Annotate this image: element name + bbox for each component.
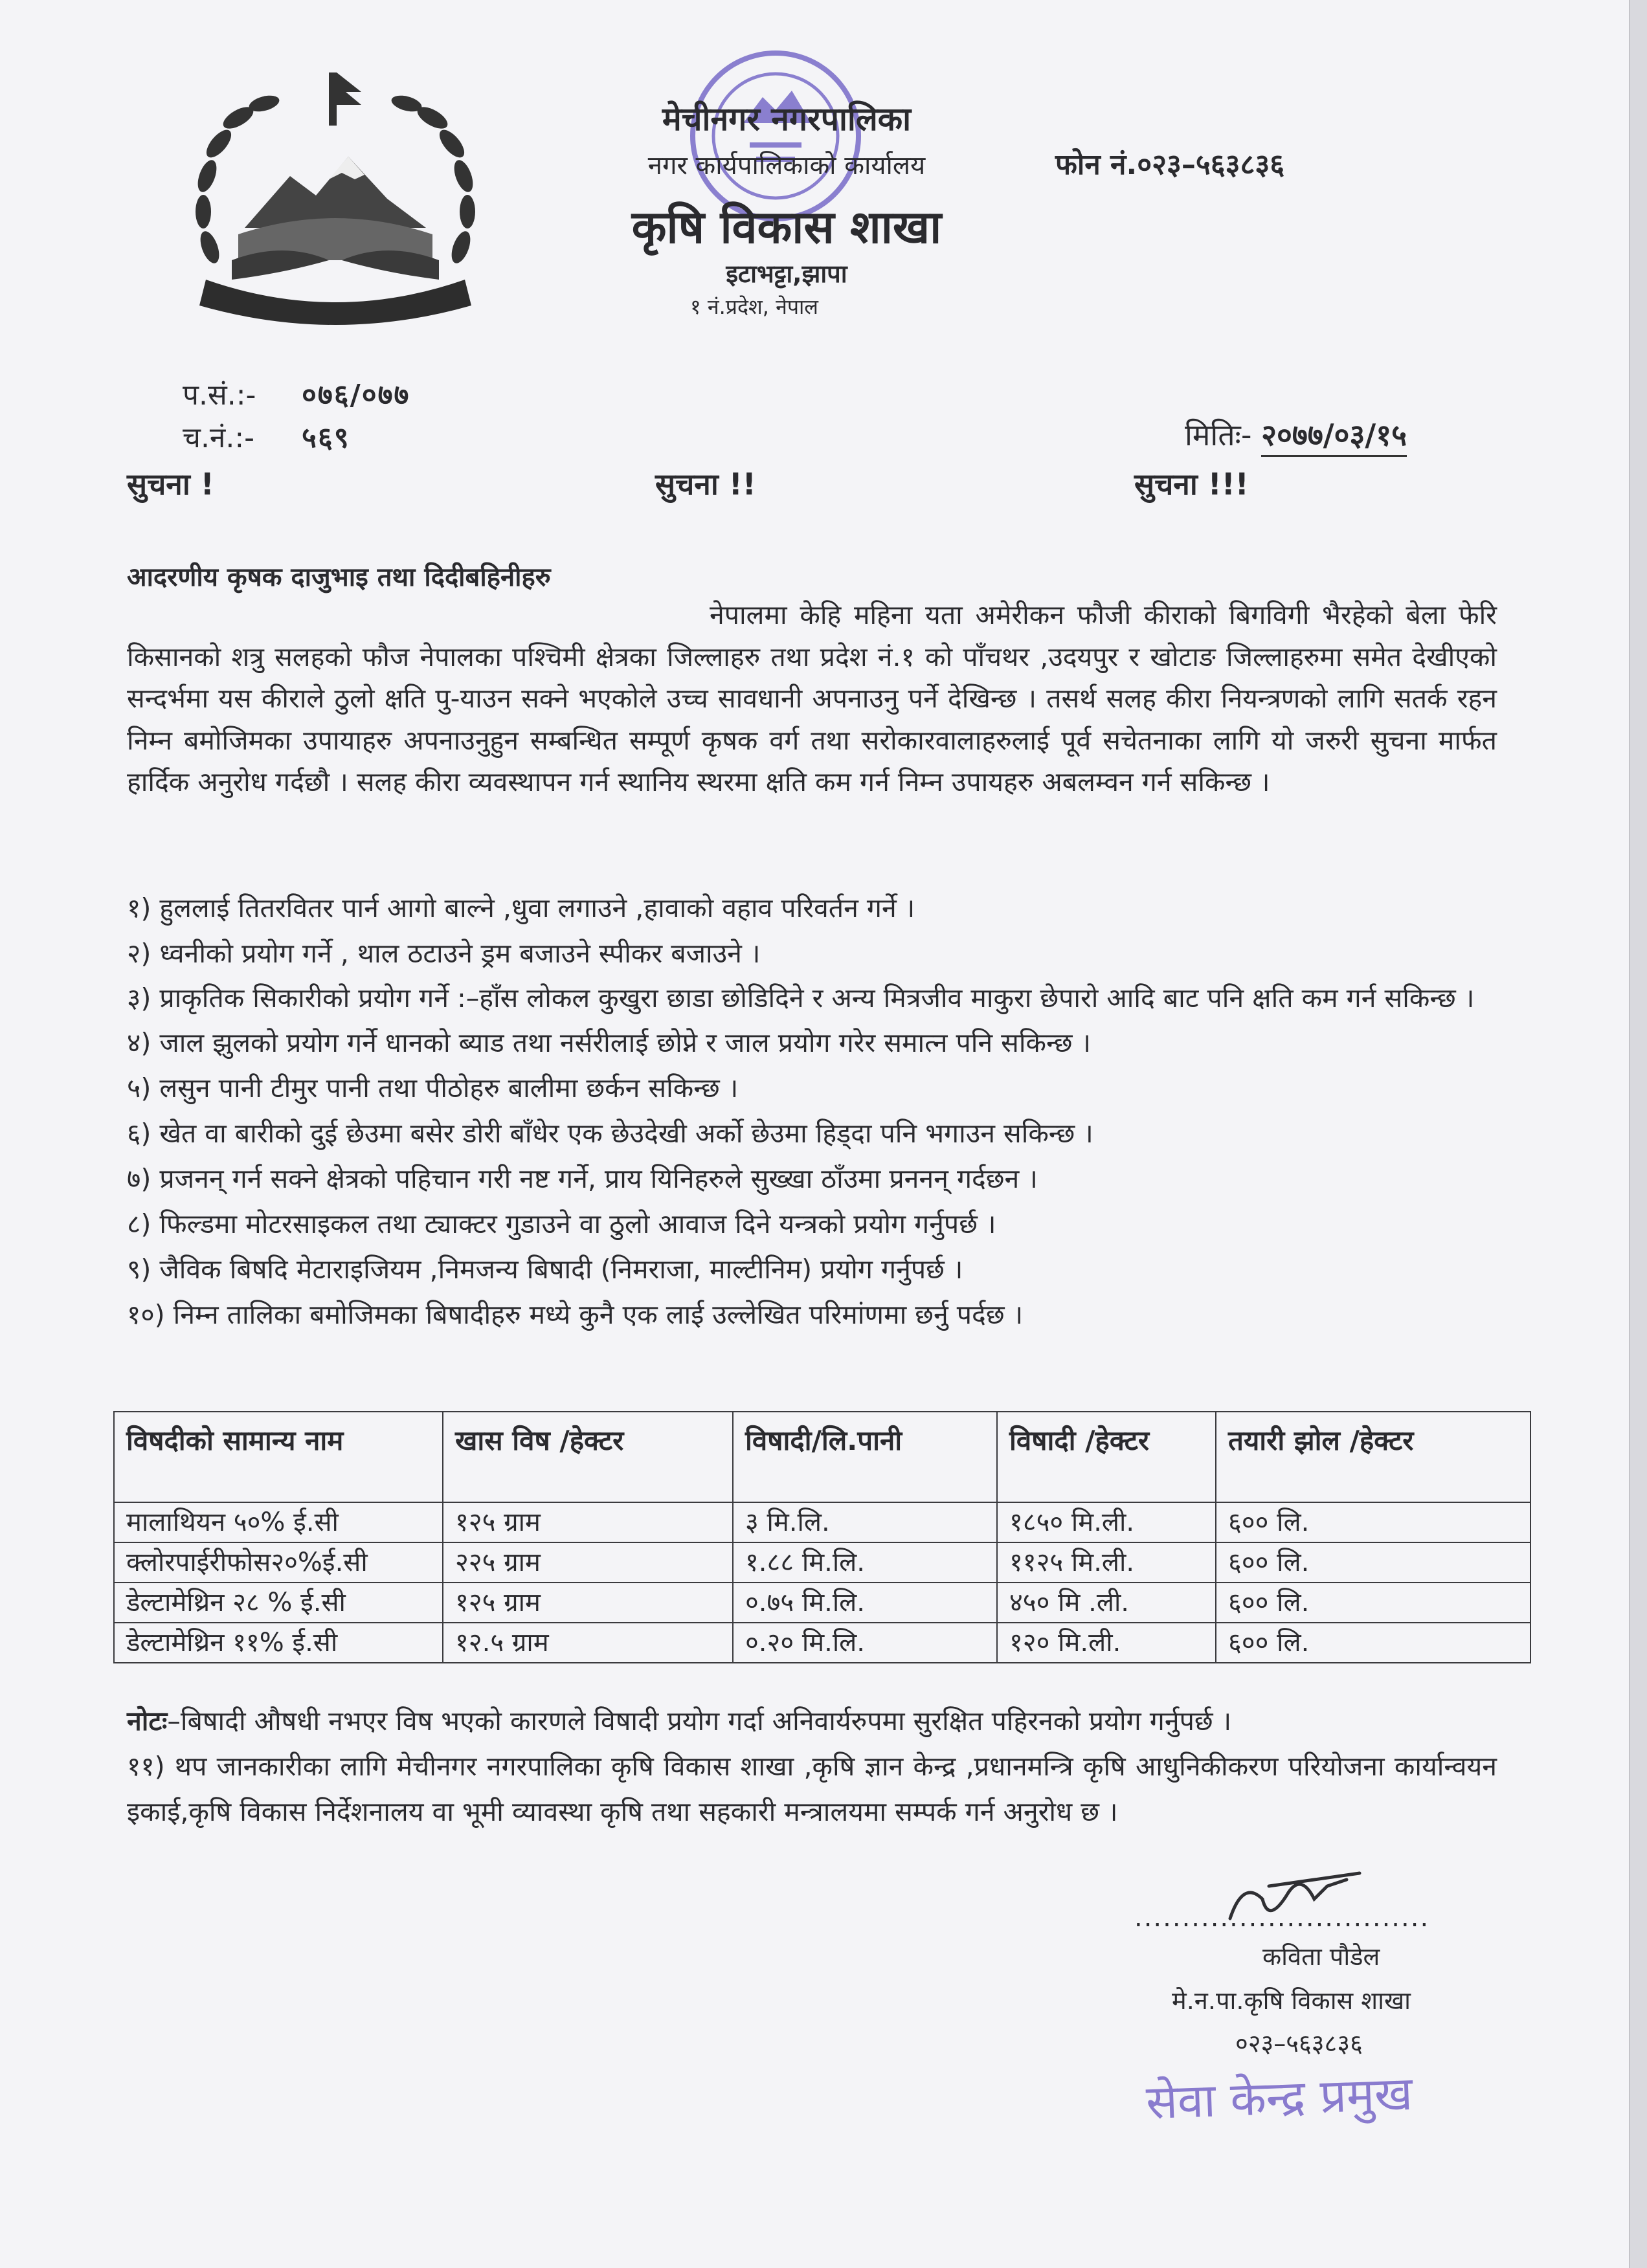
list-item: ६) खेत वा बारीको दुई छेउमा बसेर डोरी बाँधेर एक छेउदेखी अर्को छेउमा हिड्दा पनि भगाउन सकिन्छ ।	[127, 1118, 1093, 1149]
table-cell: डेल्टामेथ्रिन २८ % ई.सी	[114, 1583, 443, 1623]
note-section	[127, 1698, 1497, 1834]
dispatch-number-value: ५६९	[302, 421, 350, 454]
column-header: तयारी झोल /हेक्टर	[1216, 1412, 1530, 1502]
table-cell: ०.२० मि.लि.	[733, 1623, 997, 1663]
table-cell: ६०० लि.	[1216, 1583, 1530, 1623]
pesticide-table	[113, 1411, 1531, 1663]
branch-name: कृषि विकास शाखा	[631, 201, 942, 254]
table-row	[114, 1623, 1530, 1663]
list-item: ९) जैविक बिषदि मेटाराइजियम ,निमजन्य बिषादी (निमराजा, माल्टीनिम) प्रयोग गर्नुपर्छ ।	[127, 1254, 963, 1285]
dispatch-number-label: च.नं.:-	[183, 421, 255, 454]
office-name: नगर कार्यपालिकाको कार्यालय	[647, 151, 926, 181]
note-text: –बिषादी औषधी नभएर विष भएको कारणले विषादी प्रयोग गर्दा अनिवार्यरुपमा सुरक्षित पहिरनको प्रयोग गर्नुपर्छ ।	[167, 1706, 1232, 1737]
list-item: १) हुललाई तितरवितर पार्न आगो बाल्ने ,धुवा लगाउने ,हावाको वहाव परिवर्तन गर्ने ।	[127, 893, 915, 924]
notice-heading-2: सुचना !!	[655, 467, 756, 502]
ref-number-label: प.सं.:-	[183, 379, 256, 412]
table-cell: क्लोरपाईरीफोस२०%ई.सी	[114, 1542, 443, 1583]
measures-list	[127, 885, 1512, 1337]
list-item: ८) फिल्डमा मोटरसाइकल तथा ट्याक्टर गुडाउने वा ठुलो आवाज दिने यन्त्रको प्रयोग गर्नुपर्छ ।	[127, 1208, 996, 1240]
table-cell: डेल्टामेथ्रिन ११% ई.सी	[114, 1623, 443, 1663]
notice-heading-1: सुचना !	[127, 467, 214, 502]
table-cell: ६०० लि.	[1216, 1502, 1530, 1542]
nepal-emblem-icon	[167, 66, 504, 338]
list-item: ३) प्राकृतिक सिकारीको प्रयोग गर्ने :–हाँस लोकल कुखुरा छाडा छोडिदिने र अन्य मित्रजीव माकुरा छेपारो आदि बाट पनि क्षति कम गर्न सकिन्छ ।	[127, 983, 1475, 1014]
table-cell: मालाथियन ५०% ई.सी	[114, 1502, 443, 1542]
list-item: ५) लसुन पानी टीमुर पानी तथा पीठोहरु बालीमा छर्कन सकिन्छ ।	[127, 1073, 739, 1104]
table-row	[114, 1583, 1530, 1623]
designation-stamp: सेवा केन्द्र प्रमुख	[1145, 2065, 1414, 2130]
table-cell: १२० मि.ली.	[997, 1623, 1216, 1663]
organization-name: मेचीनगर नगरपालिका	[662, 100, 912, 138]
list-item: १०) निम्न तालिका बमोजिमका बिषादीहरु मध्ये कुनै एक लाई उल्लेखित परिमांणमा छर्नु पर्दछ ।	[127, 1299, 1024, 1330]
table-cell: २२५ ग्राम	[443, 1542, 733, 1583]
column-header: विषादी /हेक्टर	[997, 1412, 1216, 1502]
table-cell: १.८८ मि.लि.	[733, 1542, 997, 1583]
table-cell: ३ मि.लि.	[733, 1502, 997, 1542]
office-phone: फोन नं.०२३–५६३८३६	[1055, 148, 1285, 181]
body-paragraph: नेपालमा केहि महिना यता अमेरीकन फौजी कीराको बिगविगी भैरहेको बेला फेरि किसानको शत्रु सलहको फौज नेपालका पश्चिमी क्षेत्रका जिल्लाहरु तथा प्रदेश नं.१ को पाँचथर ,उदयपुर र खोटाङ जिल्लाहरुमा समेत देखीएको सन्दर्भमा यस कीराले ठुलो क्षति पु-याउन सक्ने भएकोले उच्च सावधानी अपनाउनु पर्ने देखिन्छ । तसर्थ सलह कीरा नियन्त्रणको लागि सतर्क रहन निम्न बमोजिमका उपायाहरु अपनाउनुहुन सम्बन्धित सम्पूर्ण कृषक वर्ग तथा सरोकारवालाहरुलाई पूर्व सचेतनाका लागि यो जरुरी सुचना मार्फत हार्दिक अनुरोध गर्दछौ । सलह कीरा व्यवस्थापन गर्न स्थानिय स्थरमा क्षति कम गर्न निम्न उपायहरु अबलम्वन गर्न सकिन्छ ।	[127, 599, 1497, 797]
table-cell: ४५० मि .ली.	[997, 1583, 1216, 1623]
contact-item: ११) थप जानकारीका लागि मेचीनगर नगरपालिका कृषि विकास शाखा ,कृषि ज्ञान केन्द्र ,प्रधानमन्त्रि कृषि आधुनिकीकरण परियोजना कार्यान्वयन इकाई,कृषि विकास निर्देशनालय वा भूमी व्यावस्था कृषि तथा सहकारी मन्त्रालयमा सम्पर्क गर्न अनुरोध छ ।	[127, 1751, 1497, 1827]
column-header: विषदीको सामान्य नाम	[114, 1412, 443, 1502]
table-cell: १८५० मि.ली.	[997, 1502, 1216, 1542]
table-cell: ६०० लि.	[1216, 1623, 1530, 1663]
signatory-phone: ०२३–५६३८३६	[1235, 2029, 1363, 2058]
ref-number-value: ०७६/०७७	[302, 379, 410, 412]
table-cell: १२५ ग्राम	[443, 1583, 733, 1623]
date-value: २०७७/०३/१५	[1261, 417, 1407, 457]
column-header: खास विष /हेक्टर	[443, 1412, 733, 1502]
list-item: २) ध्वनीको प्रयोग गर्ने , थाल ठटाउने ड्रम बजाउने स्पीकर बजाउने ।	[127, 938, 761, 969]
table-header-row	[114, 1412, 1530, 1502]
scan-edge	[1629, 0, 1647, 2268]
list-item: ४) जाल झुलको प्रयोग गर्ने धानको ब्याड तथा नर्सरीलाई छोप्ने र जाल प्रयोग गरेर समात्न पनि सकिन्छ ।	[127, 1027, 1092, 1058]
table-cell: ०.७५ मि.लि.	[733, 1583, 997, 1623]
signatory-name: कविता पौडेल	[1262, 1942, 1380, 1971]
office-location: इटाभट्टा,झापा	[726, 260, 847, 288]
letter-ref-number	[183, 374, 410, 413]
office-province: १ नं.प्रदेश, नेपाल	[690, 295, 818, 319]
list-item: ७) प्रजनन् गर्न सक्ने क्षेत्रको पहिचान गरी नष्ट गर्ने, प्राय यिनिहरुले सुख्खा ठाँउमा प्रननन् गर्दछन ।	[127, 1163, 1038, 1194]
column-header: विषादी/लि.पानी	[733, 1412, 997, 1502]
table-row	[114, 1502, 1530, 1542]
date-label: मितिः-	[1185, 417, 1252, 452]
signature-line: ...............................	[1134, 1903, 1430, 1933]
letter-date	[1185, 414, 1407, 454]
table-row	[114, 1542, 1530, 1583]
signatory-title: मे.न.पा.कृषि विकास शाखा	[1172, 1986, 1411, 2015]
note-label: नोटः	[127, 1706, 168, 1737]
dispatch-number	[183, 417, 350, 456]
table-cell: ११२५ मि.ली.	[997, 1542, 1216, 1583]
table-cell: ६०० लि.	[1216, 1542, 1530, 1583]
salutation: आदरणीय कृषक दाजुभाइ तथा दिदीबहिनीहरु	[127, 562, 551, 592]
notice-heading-3: सुचना !!!	[1134, 467, 1249, 502]
table-cell: १२.५ ग्राम	[443, 1623, 733, 1663]
table-cell: १२५ ग्राम	[443, 1502, 733, 1542]
